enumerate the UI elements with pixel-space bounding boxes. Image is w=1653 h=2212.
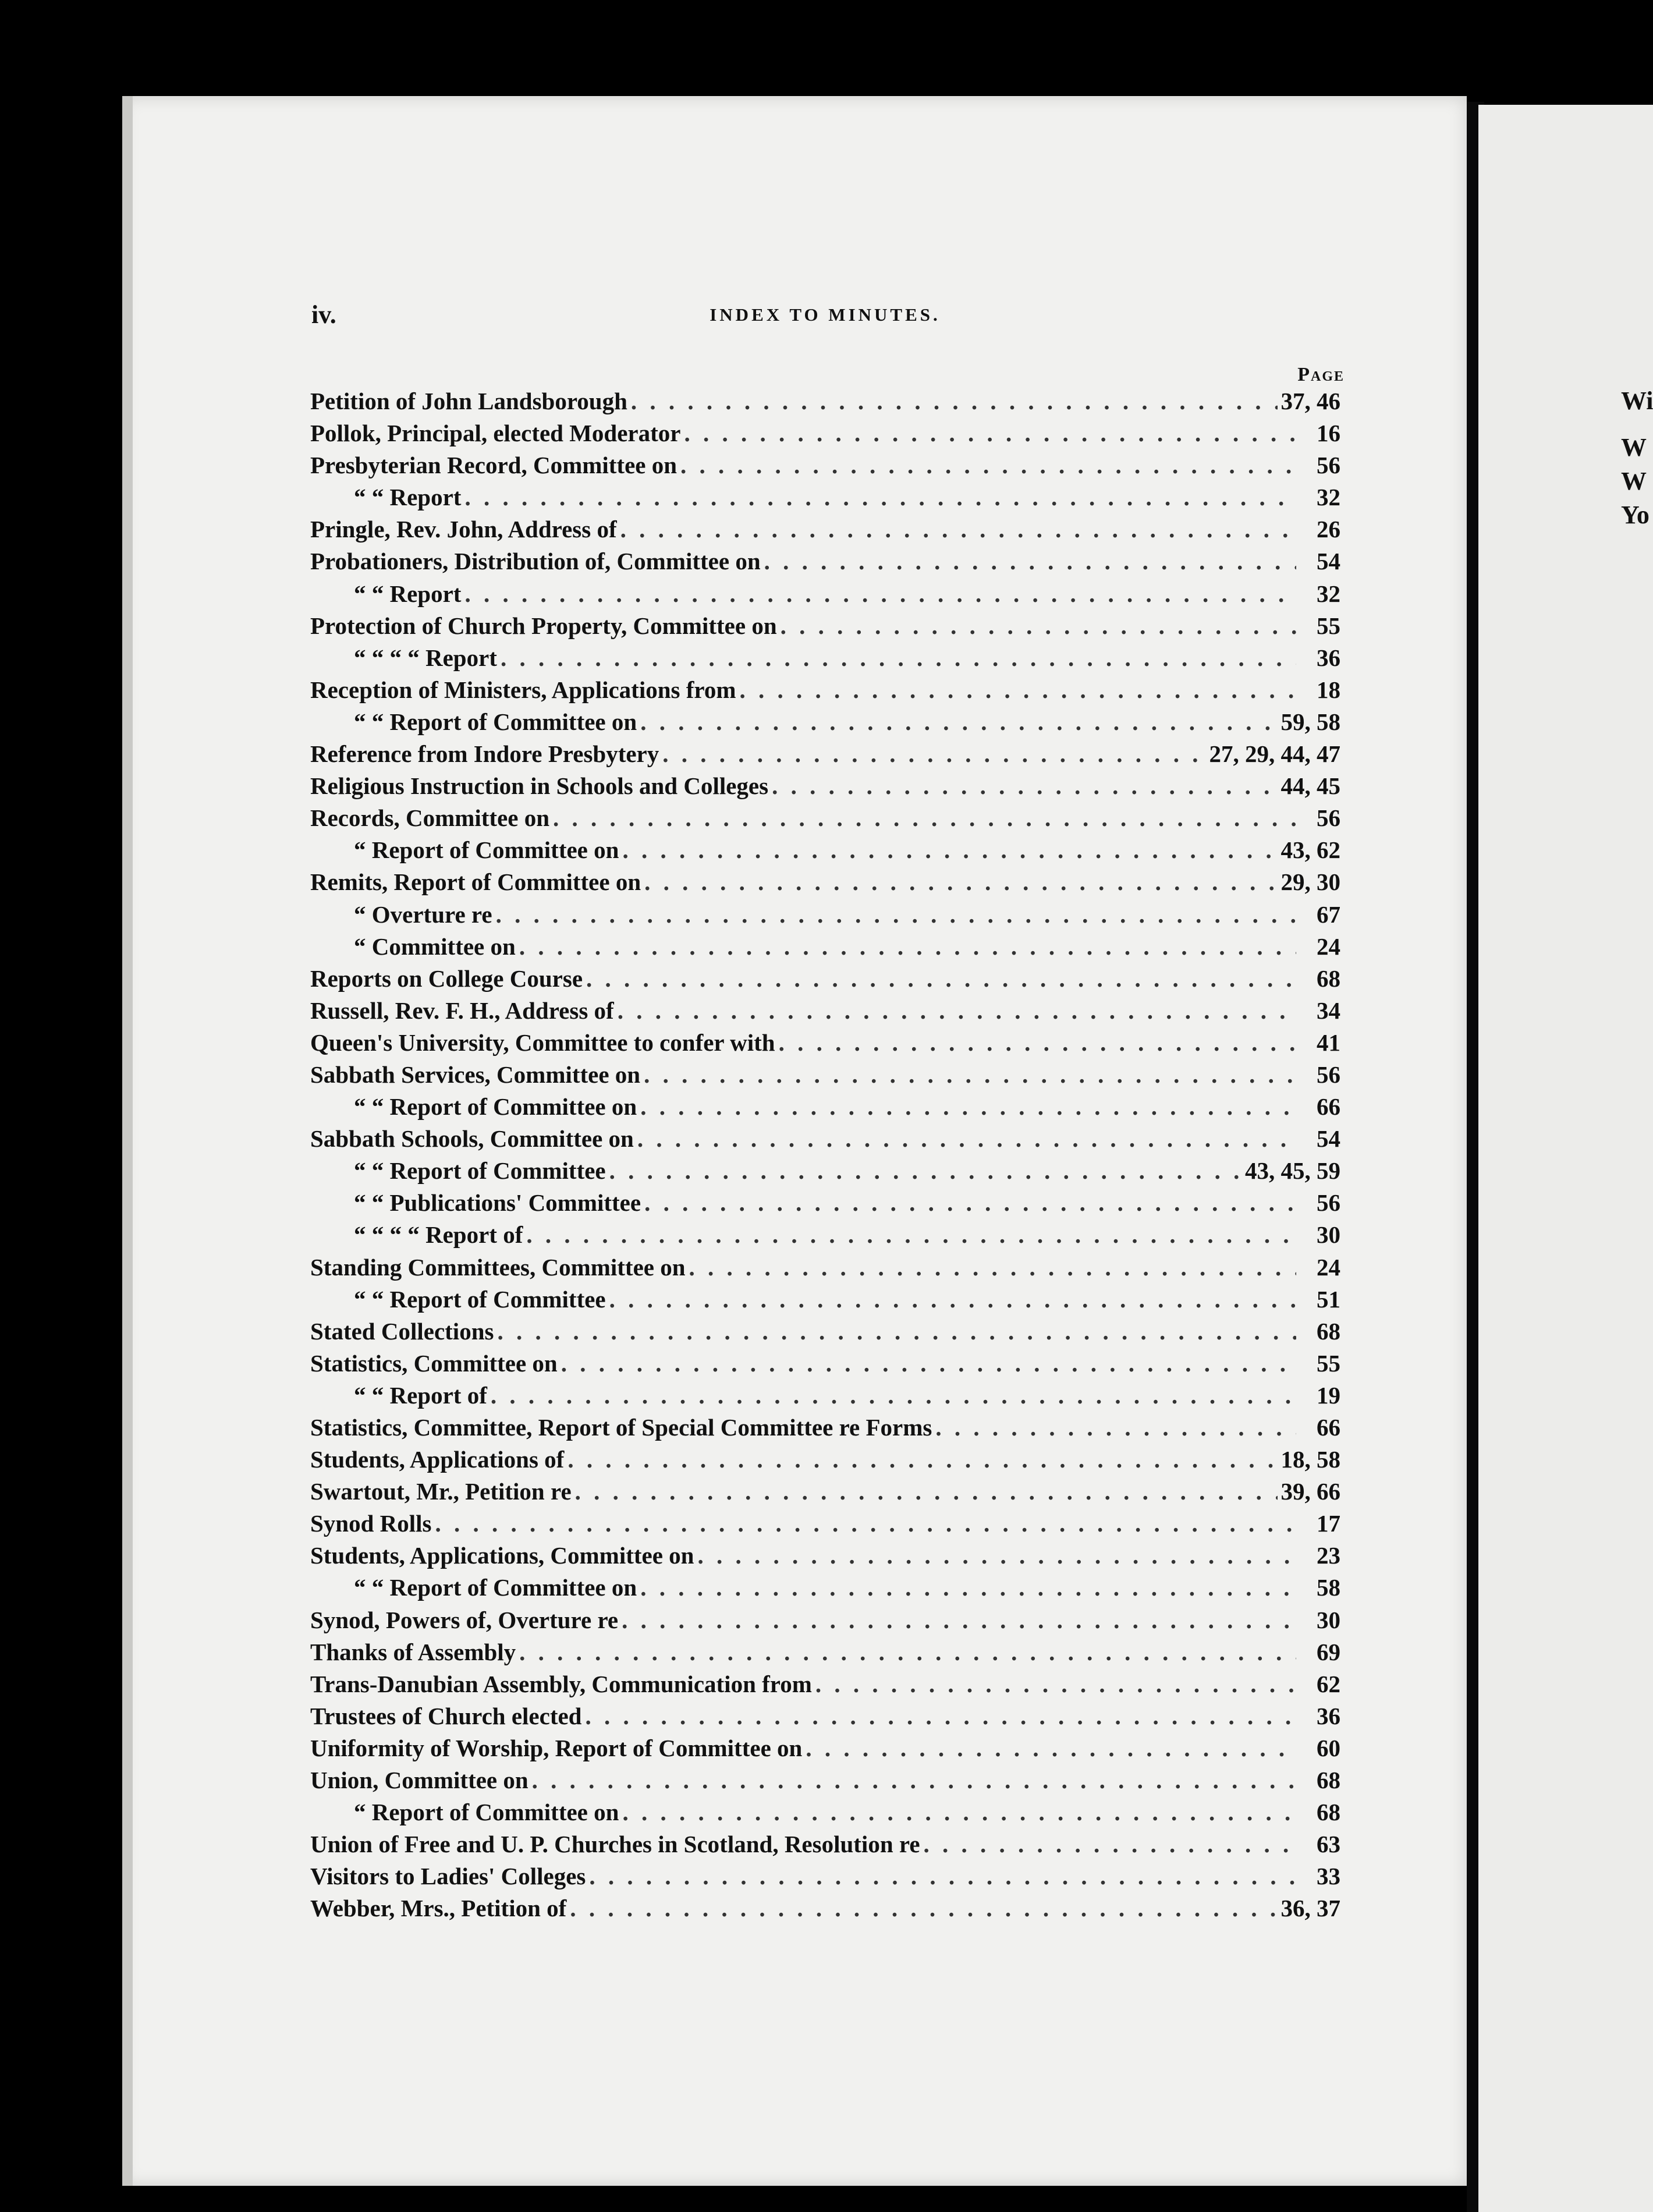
entry-pages: 27, 29, 44, 47: [1209, 740, 1340, 768]
entry-term: Probationers, Distribution of, Committee on: [310, 548, 761, 575]
entry-term: Union, Committee on: [310, 1767, 528, 1794]
entry-pages: 56: [1317, 452, 1340, 479]
leader-dots: [779, 1029, 1296, 1057]
index-entry: [310, 1766, 1340, 1798]
page-column-heading: Page: [1297, 364, 1345, 385]
leader-dots: [586, 965, 1296, 992]
leader-dots: [640, 1573, 1296, 1601]
index-entry: [310, 580, 1340, 612]
facing-line: Wi: [1621, 387, 1653, 415]
entry-pages: 32: [1317, 484, 1340, 511]
entry-pages: 24: [1317, 1253, 1340, 1281]
entry-pages: 51: [1317, 1285, 1340, 1313]
entry-term: Trustees of Church elected: [310, 1702, 582, 1729]
entry-term: Uniformity of Worship, Report of Committee on: [310, 1734, 803, 1761]
entry-term: Visitors to Ladies' Colleges: [310, 1863, 586, 1890]
leader-dots: [622, 1798, 1296, 1826]
entry-term: “ “ Report of Committee: [354, 1157, 606, 1185]
entry-term: Reference from Indore Presbytery: [310, 740, 659, 768]
index-entry: [310, 1189, 1340, 1221]
index-entry: [310, 1061, 1340, 1093]
leader-dots: [464, 483, 1296, 511]
index-entry: [310, 1830, 1340, 1862]
entry-term: Presbyterian Record, Committee on: [310, 452, 677, 479]
index-entry: [310, 965, 1340, 997]
entry-term: “ “ Report of Committee on: [354, 1093, 637, 1121]
entry-term: Standing Committees, Committee on: [310, 1253, 686, 1281]
index-entry: [310, 1606, 1340, 1638]
entry-term: Webber, Mrs., Petition of: [310, 1895, 567, 1922]
entry-term: Students, Applications of: [310, 1446, 565, 1473]
index-entry: [310, 387, 1340, 419]
entry-term: “ “ “ “ Report of: [354, 1221, 523, 1249]
leader-dots: [684, 419, 1296, 447]
entry-pages: 34: [1317, 997, 1340, 1024]
leader-dots: [622, 1606, 1296, 1634]
leader-dots: [501, 644, 1296, 672]
leader-dots: [631, 387, 1278, 415]
entry-pages: 66: [1317, 1414, 1340, 1441]
index-entry: [310, 997, 1340, 1029]
page-header: [311, 300, 1339, 335]
entry-pages: 43, 62: [1280, 836, 1340, 864]
entry-pages: 29, 30: [1280, 869, 1340, 896]
leader-dots: [697, 1541, 1296, 1569]
index-entry: [310, 483, 1340, 515]
entry-pages: 54: [1317, 1125, 1340, 1153]
index-entry: [310, 1125, 1340, 1157]
index-entry: [310, 1638, 1340, 1670]
index-entry: [310, 515, 1340, 547]
facing-page-text: [1621, 384, 1653, 532]
entry-pages: 68: [1317, 1317, 1340, 1345]
entry-term: “ Committee on: [354, 933, 516, 960]
entry-term: Synod Rolls: [310, 1510, 432, 1537]
index-entry: [310, 1862, 1340, 1894]
index-entry: [310, 1413, 1340, 1445]
leader-dots: [496, 901, 1296, 928]
leader-dots: [526, 1221, 1296, 1249]
entry-pages: 68: [1317, 1799, 1340, 1826]
entry-term: “ “ “ “ Report: [354, 644, 497, 671]
entry-pages: 24: [1317, 933, 1340, 960]
leader-dots: [806, 1734, 1296, 1762]
entry-pages: 39, 66: [1280, 1478, 1340, 1505]
entry-term: “ “ Publications' Committee: [354, 1189, 641, 1217]
entry-pages: 59, 58: [1280, 708, 1340, 735]
index-entry: [310, 836, 1340, 868]
entry-pages: 36: [1317, 644, 1340, 671]
entry-pages: 43, 45, 59: [1245, 1157, 1340, 1185]
entry-term: Russell, Rev. F. H., Address of: [310, 997, 614, 1024]
leader-dots: [740, 676, 1297, 704]
entry-pages: 69: [1317, 1638, 1340, 1665]
leader-dots: [561, 1349, 1296, 1377]
leader-dots: [781, 612, 1296, 640]
entry-pages: 36, 37: [1280, 1895, 1340, 1922]
entry-term: Petition of John Landsborough: [310, 388, 627, 414]
index-entry: [310, 1093, 1340, 1125]
entry-pages: 58: [1317, 1574, 1340, 1601]
entry-pages: 60: [1317, 1734, 1340, 1761]
leader-dots: [924, 1830, 1296, 1858]
entry-term: Sabbath Services, Committee on: [310, 1061, 641, 1088]
index-entry: [310, 1670, 1340, 1702]
entry-term: Pringle, Rev. John, Address of: [310, 516, 617, 543]
index-entry: [310, 419, 1340, 451]
leader-dots: [689, 1253, 1296, 1281]
index-entry: [310, 644, 1340, 676]
index-entry: [310, 1157, 1340, 1189]
entry-pages: 30: [1317, 1221, 1340, 1249]
index-entry: [310, 1702, 1340, 1734]
leader-dots: [935, 1413, 1296, 1441]
entry-term: “ “ Report of: [354, 1381, 487, 1409]
leader-dots: [519, 933, 1296, 960]
entry-term: Union of Free and U. P. Churches in Scotland, Resolution re: [310, 1831, 920, 1858]
index-entry: [310, 804, 1340, 836]
leader-dots: [618, 997, 1296, 1025]
leader-dots: [567, 1445, 1277, 1473]
index-entry: [310, 1573, 1340, 1605]
entry-term: Protection of Church Property, Committee on: [310, 612, 777, 639]
index-entry: [310, 1221, 1340, 1253]
facing-line: W: [1621, 467, 1647, 495]
entry-term: Statistics, Committee, Report of Special Committee re Forms: [310, 1414, 932, 1441]
index-entry: [310, 1381, 1340, 1413]
leader-dots: [585, 1702, 1296, 1730]
index-entry: [310, 1317, 1340, 1349]
entry-term: “ “ Report: [354, 484, 462, 511]
entry-term: Students, Applications, Committee on: [310, 1542, 694, 1569]
entry-term: “ “ Report of Committee on: [354, 708, 637, 735]
entry-term: Records, Committee on: [310, 804, 550, 832]
leader-dots: [644, 1189, 1296, 1217]
entry-pages: 33: [1317, 1863, 1340, 1890]
entry-pages: 68: [1317, 1767, 1340, 1794]
entry-pages: 23: [1317, 1542, 1340, 1569]
entry-term: “ Report of Committee on: [354, 1799, 619, 1826]
entry-pages: 56: [1317, 1061, 1340, 1088]
facing-line: Yo: [1621, 501, 1650, 529]
entry-pages: 54: [1317, 548, 1340, 575]
entry-term: “ “ Report of Committee on: [354, 1574, 637, 1601]
entry-term: Statistics, Committee on: [310, 1349, 558, 1377]
index-entry: [310, 868, 1340, 900]
entry-pages: 55: [1317, 1349, 1340, 1377]
entry-term: Queen's University, Committee to confer with: [310, 1029, 775, 1056]
entry-term: Pollok, Principal, elected Moderator: [310, 420, 681, 447]
entry-pages: 44, 45: [1280, 772, 1340, 800]
index-entries: [310, 387, 1340, 1927]
entry-term: “ Report of Committee on: [354, 836, 619, 864]
entry-pages: 18: [1317, 676, 1340, 703]
index-entry: [310, 547, 1340, 579]
leader-dots: [589, 1862, 1296, 1890]
entry-pages: 16: [1317, 420, 1340, 447]
leader-dots: [662, 740, 1205, 768]
entry-pages: 56: [1317, 1189, 1340, 1217]
index-entry: [310, 1445, 1340, 1477]
leader-dots: [620, 515, 1296, 543]
leader-dots: [644, 1061, 1296, 1089]
leader-dots: [609, 1157, 1241, 1185]
index-entry: [310, 772, 1340, 804]
entry-pages: 56: [1317, 804, 1340, 832]
leader-dots: [815, 1670, 1296, 1698]
leader-dots: [680, 451, 1296, 479]
index-entry: [310, 1509, 1340, 1541]
leader-dots: [644, 868, 1277, 896]
entry-pages: 55: [1317, 612, 1340, 639]
leader-dots: [640, 708, 1277, 736]
facing-line: W: [1621, 433, 1647, 462]
index-entry: [310, 1029, 1340, 1061]
leader-dots: [772, 772, 1277, 800]
running-head: INDEX TO MINUTES.: [710, 304, 941, 325]
leader-dots: [491, 1381, 1296, 1409]
leader-dots: [435, 1509, 1296, 1537]
leader-dots: [575, 1477, 1278, 1505]
index-entry: [310, 1253, 1340, 1285]
index-entry: [310, 676, 1340, 708]
index-entry: [310, 1349, 1340, 1381]
entry-pages: 66: [1317, 1093, 1340, 1121]
entry-pages: 63: [1317, 1831, 1340, 1858]
index-entry: [310, 708, 1340, 740]
entry-term: Swartout, Mr., Petition re: [310, 1478, 572, 1505]
index-entry: [310, 740, 1340, 772]
entry-term: Trans-Danubian Assembly, Communication from: [310, 1670, 812, 1697]
leader-dots: [532, 1766, 1296, 1794]
entry-term: “ Overture re: [354, 901, 492, 928]
index-entry: [310, 1894, 1340, 1926]
entry-pages: 18, 58: [1280, 1446, 1340, 1473]
entry-term: Religious Instruction in Schools and Colleges: [310, 772, 769, 800]
entry-pages: 41: [1317, 1029, 1340, 1056]
entry-term: Reception of Ministers, Applications from: [310, 676, 736, 703]
index-entry: [310, 933, 1340, 965]
leader-dots: [570, 1894, 1277, 1922]
leader-dots: [553, 804, 1296, 832]
leader-dots: [622, 836, 1277, 864]
page-edge: [122, 96, 133, 2186]
entry-term: Thanks of Assembly: [310, 1638, 516, 1665]
entry-term: “ “ Report: [354, 580, 462, 607]
index-entry: [310, 1798, 1340, 1830]
entry-pages: 32: [1317, 580, 1340, 607]
entry-term: Sabbath Schools, Committee on: [310, 1125, 634, 1153]
entry-pages: 17: [1317, 1510, 1340, 1537]
entry-pages: 68: [1317, 965, 1340, 992]
leader-dots: [497, 1317, 1296, 1345]
leader-dots: [464, 580, 1296, 608]
leader-dots: [640, 1093, 1296, 1121]
entry-pages: 19: [1317, 1381, 1340, 1409]
index-entry: [310, 612, 1340, 644]
index-entry: [310, 1285, 1340, 1317]
entry-pages: 26: [1317, 516, 1340, 543]
index-entry: [310, 451, 1340, 483]
entry-term: Reports on College Course: [310, 965, 583, 992]
entry-pages: 62: [1317, 1670, 1340, 1697]
index-entry: [310, 1734, 1340, 1766]
entry-term: Stated Collections: [310, 1317, 494, 1345]
index-entry: [310, 901, 1340, 933]
entry-term: Remits, Report of Committee on: [310, 869, 641, 896]
entry-pages: 67: [1317, 901, 1340, 928]
leader-dots: [609, 1285, 1296, 1313]
entry-pages: 36: [1317, 1702, 1340, 1729]
leader-dots: [637, 1125, 1296, 1153]
leader-dots: [519, 1638, 1296, 1666]
entry-term: “ “ Report of Committee: [354, 1285, 606, 1313]
page-number: iv.: [311, 300, 336, 329]
index-entry: [310, 1477, 1340, 1509]
leader-dots: [764, 547, 1296, 575]
entry-term: Synod, Powers of, Overture re: [310, 1606, 619, 1633]
entry-pages: 30: [1317, 1606, 1340, 1633]
index-entry: [310, 1541, 1340, 1573]
entry-pages: 37, 46: [1280, 388, 1340, 414]
